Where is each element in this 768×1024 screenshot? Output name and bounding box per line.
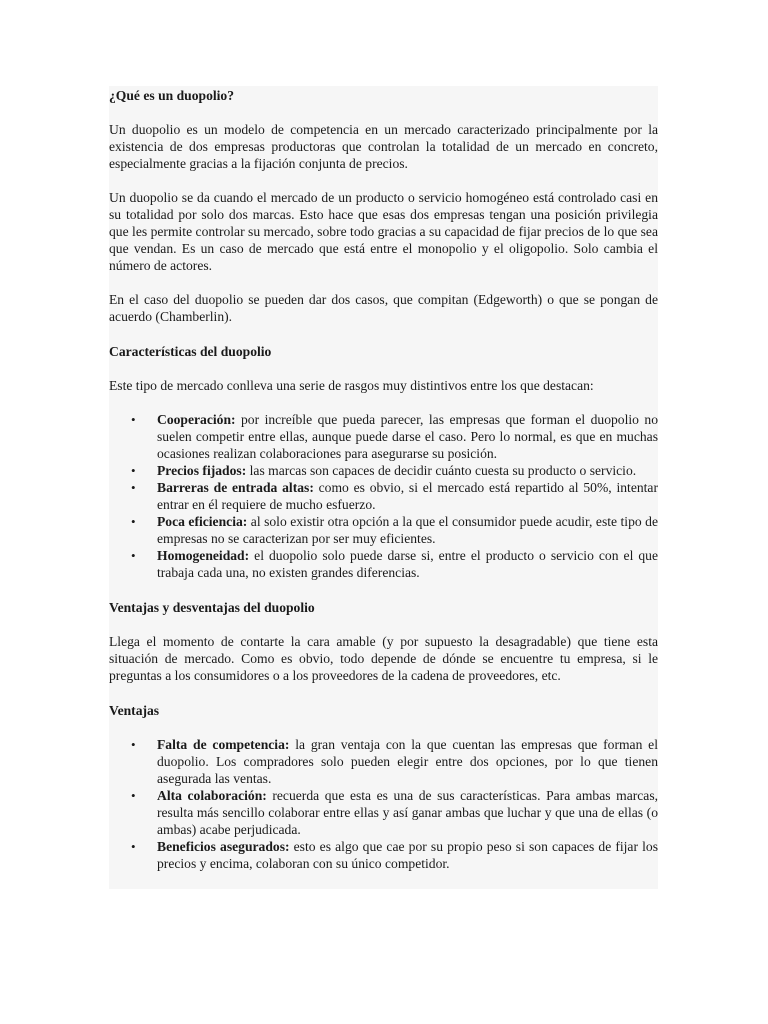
- item-term: Alta colaboración:: [157, 788, 267, 803]
- item-text: la gran ventaja con la que cuentan las empresas que forman el duopolio. Los compradores solo pueden elegir entre dos opciones, por lo que tienen asegurada las ventas.: [157, 737, 658, 786]
- intro-paragraph-1: Un duopolio es un modelo de competencia en un mercado caracterizado principalmente por la existencia de dos empresas productoras que controlan la totalidad de un mercado en concreto, especialmente gracias a la fijación conjunta de precios.: [109, 122, 658, 171]
- bullet-icon: •: [131, 480, 136, 495]
- pros-cons-lead: Llega el momento de contarte la cara amable (y por supuesto la desagradable) que tiene esta situación de mercado. Como es obvio, todo depende de dónde se encuentre tu empresa, si le preguntas a los consumidores o a los proveedores de la cadena de proveedores, etc.: [109, 634, 658, 683]
- bullet-icon: •: [131, 548, 136, 563]
- list-item: [109, 787, 658, 838]
- intro-paragraph-3: En el caso del duopolio se pueden dar dos casos, que compitan (Edgeworth) o que se pongan de acuerdo (Chamberlin).: [109, 292, 658, 324]
- item-term: Precios fijados:: [157, 463, 247, 478]
- characteristics-lead: Este tipo de mercado conlleva una serie de rasgos muy distintivos entre los que destacan:: [109, 378, 594, 393]
- item-term: Barreras de entrada altas:: [157, 480, 314, 495]
- advantages-heading: Ventajas: [109, 703, 160, 718]
- item-text: por increíble que pueda parecer, las empresas que forman el duopolio no suelen competir entre ellas, aunque puede darse el caso. Pero lo normal, es que en muchas ocasiones realizan colaboraciones para asegurarse su posición.: [157, 412, 658, 461]
- item-term: Homogeneidad:: [157, 548, 250, 563]
- characteristics-heading: Características del duopolio: [109, 344, 272, 359]
- list-item: [109, 838, 658, 872]
- document-title: ¿Qué es un duopolio?: [109, 88, 235, 103]
- list-item: [109, 479, 658, 513]
- bullet-icon: •: [131, 463, 136, 478]
- item-term: Beneficios asegurados:: [157, 839, 290, 854]
- item-text: el duopolio solo puede darse si, entre el producto o servicio con el que trabaja cada una, no existen grandes diferencias.: [157, 548, 658, 580]
- list-item: [109, 411, 658, 462]
- item-text: al solo existir otra opción a la que el consumidor puede acudir, este tipo de empresas no se caracterizan por ser muy eficientes.: [157, 514, 658, 546]
- pros-cons-heading: Ventajas y desventajas del duopolio: [109, 600, 315, 615]
- list-item: [109, 462, 658, 479]
- list-item: [109, 513, 658, 547]
- item-term: Poca eficiencia:: [157, 514, 248, 529]
- item-text: esto es algo que cae por su propio peso si son capaces de fijar los precios y encima, colaboran con su único competidor.: [157, 839, 658, 871]
- bullet-icon: •: [131, 514, 136, 529]
- list-item: [109, 736, 658, 787]
- characteristics-list: [109, 411, 658, 581]
- item-text: recuerda que esta es una de sus características. Para ambas marcas, resulta más sencillo colaborar entre ellas y así ganar ambas que luchar y que una de ellas (o ambas) acabe perjudicada.: [157, 788, 659, 837]
- item-text: como es obvio, si el mercado está repartido al 50%, intentar entrar en él requiere de mucho esfuerzo.: [157, 480, 658, 512]
- item-term: Falta de competencia:: [157, 737, 290, 752]
- intro-paragraph-2: Un duopolio se da cuando el mercado de un producto o servicio homogéneo está controlado casi en su totalidad por solo dos marcas. Esto hace que esas dos empresas tengan una posición privilegia que les permite controlar su mercado, sobre todo gracias a su capacidad de fijar precios de lo que sea que vendan. Es un caso de mercado que está entre el monopolio y el oligopolio. Solo cambia el número de actores.: [109, 190, 658, 273]
- list-item: [109, 547, 658, 581]
- document-page: [109, 86, 658, 889]
- bullet-icon: •: [131, 788, 136, 803]
- item-text: las marcas son capaces de decidir cuánto cuesta su producto o servicio.: [246, 463, 637, 478]
- bullet-icon: •: [131, 412, 136, 427]
- advantages-list: [109, 736, 658, 872]
- bullet-icon: •: [131, 737, 136, 752]
- bullet-icon: •: [131, 839, 136, 854]
- item-term: Cooperación:: [157, 412, 236, 427]
